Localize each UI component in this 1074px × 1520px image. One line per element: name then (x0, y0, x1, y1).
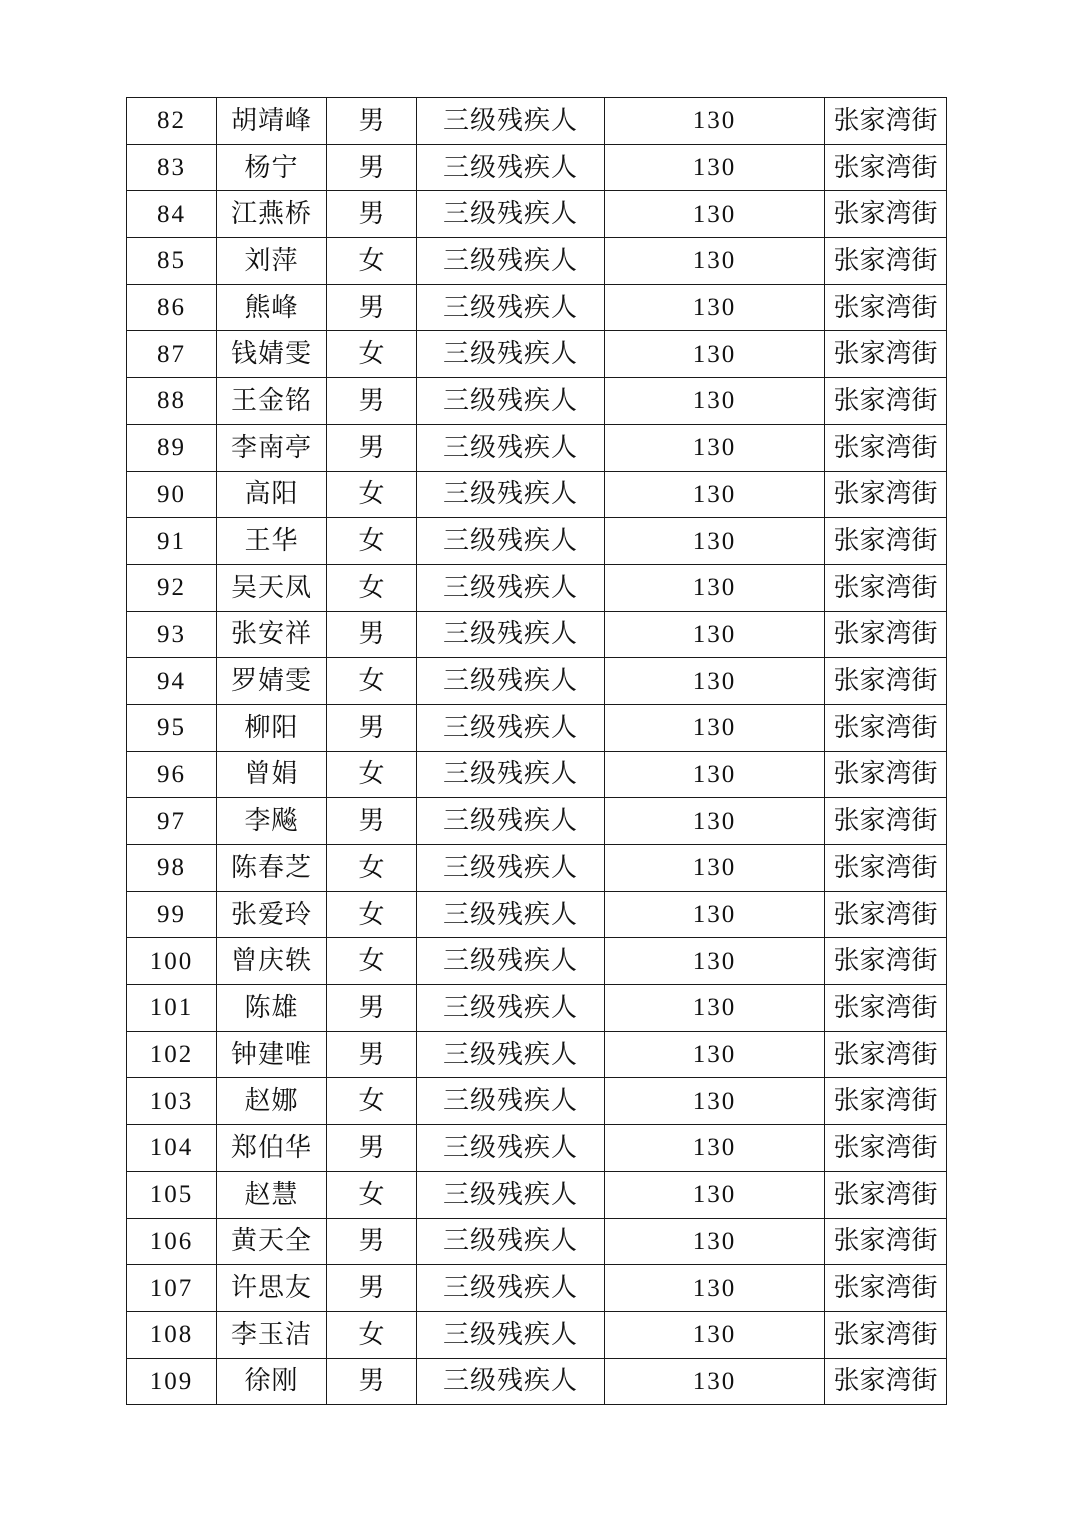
gender-cell: 男 (327, 1125, 417, 1172)
amount-cell: 130 (605, 144, 825, 191)
amount-cell: 130 (605, 284, 825, 331)
table-row (127, 845, 947, 892)
street-cell: 张家湾街 (825, 331, 947, 378)
table-row (127, 424, 947, 471)
amount-cell: 130 (605, 1358, 825, 1405)
gender-cell: 男 (327, 1358, 417, 1405)
disability-level-cell: 三级残疾人 (417, 1125, 605, 1172)
table-row (127, 658, 947, 705)
table-row (127, 798, 947, 845)
gender-cell: 男 (327, 424, 417, 471)
row-number-cell: 89 (127, 424, 217, 471)
name-cell: 柳阳 (217, 704, 327, 751)
amount-cell: 130 (605, 658, 825, 705)
table-row (127, 471, 947, 518)
street-cell: 张家湾街 (825, 845, 947, 892)
amount-cell: 130 (605, 1218, 825, 1265)
amount-cell: 130 (605, 378, 825, 425)
amount-cell: 130 (605, 985, 825, 1032)
name-cell: 曾娟 (217, 751, 327, 798)
table-row (127, 1078, 947, 1125)
name-cell: 张安祥 (217, 611, 327, 658)
row-number-cell: 99 (127, 891, 217, 938)
name-cell: 赵娜 (217, 1078, 327, 1125)
street-cell: 张家湾街 (825, 751, 947, 798)
table-row (127, 284, 947, 331)
row-number-cell: 109 (127, 1358, 217, 1405)
table-row (127, 891, 947, 938)
name-cell: 徐刚 (217, 1358, 327, 1405)
gender-cell: 女 (327, 658, 417, 705)
name-cell: 刘萍 (217, 238, 327, 285)
gender-cell: 女 (327, 518, 417, 565)
amount-cell: 130 (605, 1031, 825, 1078)
name-cell: 罗婧雯 (217, 658, 327, 705)
row-number-cell: 94 (127, 658, 217, 705)
gender-cell: 男 (327, 985, 417, 1032)
gender-cell: 男 (327, 144, 417, 191)
row-number-cell: 91 (127, 518, 217, 565)
gender-cell: 男 (327, 704, 417, 751)
table-row (127, 751, 947, 798)
street-cell: 张家湾街 (825, 238, 947, 285)
table-row (127, 985, 947, 1032)
street-cell: 张家湾街 (825, 798, 947, 845)
name-cell: 吴天凤 (217, 564, 327, 611)
row-number-cell: 96 (127, 751, 217, 798)
table-row (127, 1125, 947, 1172)
row-number-cell: 93 (127, 611, 217, 658)
gender-cell: 女 (327, 331, 417, 378)
table-row (127, 238, 947, 285)
name-cell: 许思友 (217, 1265, 327, 1312)
gender-cell: 女 (327, 1311, 417, 1358)
disability-level-cell: 三级残疾人 (417, 424, 605, 471)
street-cell: 张家湾街 (825, 378, 947, 425)
table-row (127, 144, 947, 191)
row-number-cell: 95 (127, 704, 217, 751)
row-number-cell: 105 (127, 1171, 217, 1218)
disability-level-cell: 三级残疾人 (417, 98, 605, 145)
street-cell: 张家湾街 (825, 1031, 947, 1078)
street-cell: 张家湾街 (825, 284, 947, 331)
disability-level-cell: 三级残疾人 (417, 564, 605, 611)
recipient-table (126, 97, 947, 1405)
name-cell: 钟建唯 (217, 1031, 327, 1078)
row-number-cell: 102 (127, 1031, 217, 1078)
table-row (127, 518, 947, 565)
street-cell: 张家湾街 (825, 518, 947, 565)
row-number-cell: 84 (127, 191, 217, 238)
name-cell: 钱婧雯 (217, 331, 327, 378)
street-cell: 张家湾街 (825, 98, 947, 145)
gender-cell: 男 (327, 798, 417, 845)
row-number-cell: 88 (127, 378, 217, 425)
row-number-cell: 106 (127, 1218, 217, 1265)
disability-level-cell: 三级残疾人 (417, 144, 605, 191)
street-cell: 张家湾街 (825, 1171, 947, 1218)
table-row (127, 331, 947, 378)
street-cell: 张家湾街 (825, 1265, 947, 1312)
street-cell: 张家湾街 (825, 1358, 947, 1405)
disability-level-cell: 三级残疾人 (417, 658, 605, 705)
amount-cell: 130 (605, 191, 825, 238)
disability-level-cell: 三级残疾人 (417, 891, 605, 938)
disability-level-cell: 三级残疾人 (417, 1078, 605, 1125)
gender-cell: 女 (327, 845, 417, 892)
street-cell: 张家湾街 (825, 611, 947, 658)
row-number-cell: 101 (127, 985, 217, 1032)
street-cell: 张家湾街 (825, 471, 947, 518)
row-number-cell: 98 (127, 845, 217, 892)
disability-level-cell: 三级残疾人 (417, 798, 605, 845)
amount-cell: 130 (605, 845, 825, 892)
row-number-cell: 104 (127, 1125, 217, 1172)
row-number-cell: 107 (127, 1265, 217, 1312)
disability-level-cell: 三级残疾人 (417, 751, 605, 798)
row-number-cell: 87 (127, 331, 217, 378)
table-row (127, 1265, 947, 1312)
table-body (127, 98, 947, 1405)
table-row (127, 191, 947, 238)
gender-cell: 男 (327, 1031, 417, 1078)
table-row (127, 564, 947, 611)
table-row (127, 611, 947, 658)
gender-cell: 男 (327, 1218, 417, 1265)
gender-cell: 男 (327, 378, 417, 425)
gender-cell: 女 (327, 564, 417, 611)
table-row (127, 1358, 947, 1405)
row-number-cell: 82 (127, 98, 217, 145)
row-number-cell: 108 (127, 1311, 217, 1358)
gender-cell: 男 (327, 284, 417, 331)
street-cell: 张家湾街 (825, 564, 947, 611)
disability-level-cell: 三级残疾人 (417, 938, 605, 985)
street-cell: 张家湾街 (825, 424, 947, 471)
street-cell: 张家湾街 (825, 891, 947, 938)
name-cell: 江燕桥 (217, 191, 327, 238)
name-cell: 李南亭 (217, 424, 327, 471)
table-row (127, 378, 947, 425)
name-cell: 黄天全 (217, 1218, 327, 1265)
street-cell: 张家湾街 (825, 704, 947, 751)
table-row (127, 1218, 947, 1265)
disability-level-cell: 三级残疾人 (417, 1031, 605, 1078)
name-cell: 高阳 (217, 471, 327, 518)
gender-cell: 女 (327, 751, 417, 798)
name-cell: 郑伯华 (217, 1125, 327, 1172)
disability-level-cell: 三级残疾人 (417, 1171, 605, 1218)
disability-level-cell: 三级残疾人 (417, 238, 605, 285)
amount-cell: 130 (605, 98, 825, 145)
disability-level-cell: 三级残疾人 (417, 985, 605, 1032)
street-cell: 张家湾街 (825, 985, 947, 1032)
disability-level-cell: 三级残疾人 (417, 1218, 605, 1265)
row-number-cell: 97 (127, 798, 217, 845)
disability-level-cell: 三级残疾人 (417, 611, 605, 658)
disability-level-cell: 三级残疾人 (417, 1311, 605, 1358)
name-cell: 张爱玲 (217, 891, 327, 938)
table-row (127, 98, 947, 145)
street-cell: 张家湾街 (825, 144, 947, 191)
disability-level-cell: 三级残疾人 (417, 378, 605, 425)
disability-level-cell: 三级残疾人 (417, 191, 605, 238)
row-number-cell: 90 (127, 471, 217, 518)
disability-level-cell: 三级残疾人 (417, 845, 605, 892)
table-row (127, 1031, 947, 1078)
name-cell: 王华 (217, 518, 327, 565)
amount-cell: 130 (605, 331, 825, 378)
street-cell: 张家湾街 (825, 938, 947, 985)
gender-cell: 女 (327, 891, 417, 938)
amount-cell: 130 (605, 704, 825, 751)
amount-cell: 130 (605, 238, 825, 285)
row-number-cell: 100 (127, 938, 217, 985)
amount-cell: 130 (605, 1311, 825, 1358)
name-cell: 李玉洁 (217, 1311, 327, 1358)
name-cell: 李飚 (217, 798, 327, 845)
gender-cell: 男 (327, 191, 417, 238)
row-number-cell: 85 (127, 238, 217, 285)
name-cell: 赵慧 (217, 1171, 327, 1218)
street-cell: 张家湾街 (825, 1125, 947, 1172)
amount-cell: 130 (605, 798, 825, 845)
amount-cell: 130 (605, 1171, 825, 1218)
street-cell: 张家湾街 (825, 1218, 947, 1265)
amount-cell: 130 (605, 1078, 825, 1125)
name-cell: 陈春芝 (217, 845, 327, 892)
table-row (127, 704, 947, 751)
amount-cell: 130 (605, 891, 825, 938)
name-cell: 熊峰 (217, 284, 327, 331)
row-number-cell: 86 (127, 284, 217, 331)
street-cell: 张家湾街 (825, 1078, 947, 1125)
table-row (127, 1171, 947, 1218)
disability-level-cell: 三级残疾人 (417, 1265, 605, 1312)
amount-cell: 130 (605, 1125, 825, 1172)
gender-cell: 女 (327, 471, 417, 518)
disability-level-cell: 三级残疾人 (417, 471, 605, 518)
disability-level-cell: 三级残疾人 (417, 518, 605, 565)
gender-cell: 女 (327, 938, 417, 985)
amount-cell: 130 (605, 518, 825, 565)
row-number-cell: 83 (127, 144, 217, 191)
gender-cell: 女 (327, 1078, 417, 1125)
disability-level-cell: 三级残疾人 (417, 1358, 605, 1405)
gender-cell: 女 (327, 1171, 417, 1218)
street-cell: 张家湾街 (825, 191, 947, 238)
name-cell: 杨宁 (217, 144, 327, 191)
row-number-cell: 92 (127, 564, 217, 611)
table-row (127, 938, 947, 985)
gender-cell: 男 (327, 611, 417, 658)
street-cell: 张家湾街 (825, 1311, 947, 1358)
name-cell: 陈雄 (217, 985, 327, 1032)
row-number-cell: 103 (127, 1078, 217, 1125)
amount-cell: 130 (605, 471, 825, 518)
name-cell: 胡靖峰 (217, 98, 327, 145)
amount-cell: 130 (605, 424, 825, 471)
disability-level-cell: 三级残疾人 (417, 284, 605, 331)
name-cell: 曾庆轶 (217, 938, 327, 985)
amount-cell: 130 (605, 564, 825, 611)
amount-cell: 130 (605, 938, 825, 985)
amount-cell: 130 (605, 1265, 825, 1312)
gender-cell: 女 (327, 238, 417, 285)
amount-cell: 130 (605, 611, 825, 658)
gender-cell: 男 (327, 98, 417, 145)
table-row (127, 1311, 947, 1358)
street-cell: 张家湾街 (825, 658, 947, 705)
amount-cell: 130 (605, 751, 825, 798)
name-cell: 王金铭 (217, 378, 327, 425)
disability-level-cell: 三级残疾人 (417, 331, 605, 378)
gender-cell: 男 (327, 1265, 417, 1312)
disability-level-cell: 三级残疾人 (417, 704, 605, 751)
